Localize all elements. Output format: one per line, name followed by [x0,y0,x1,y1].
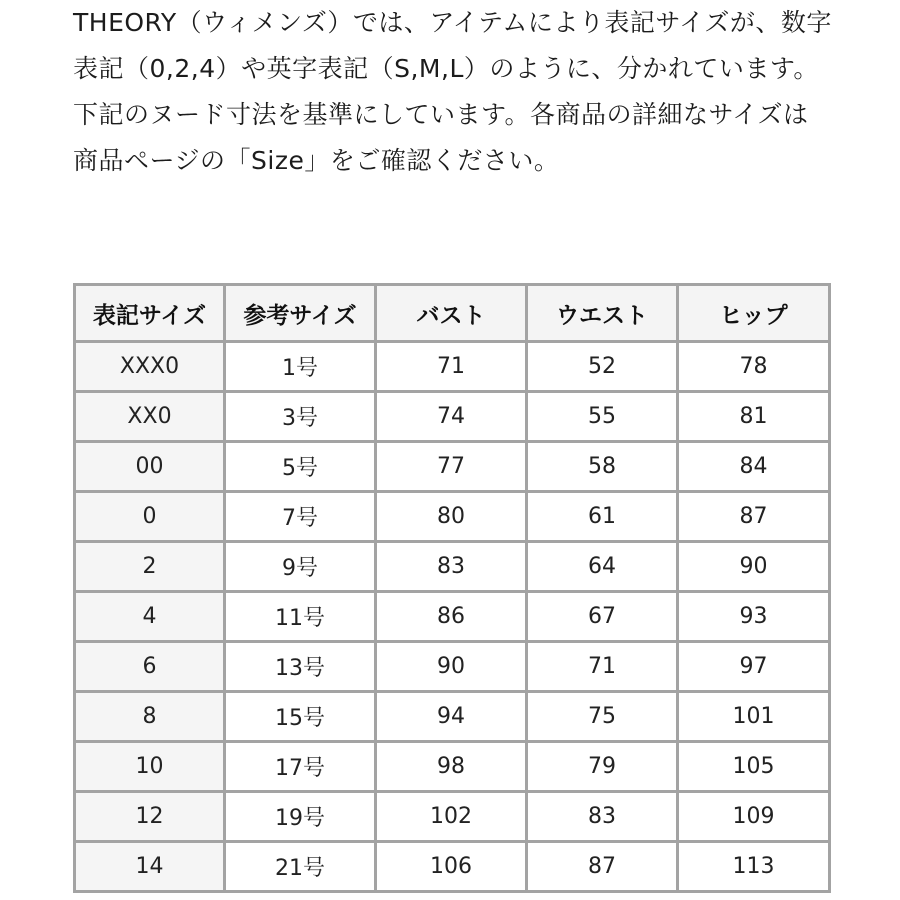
cell-waist: 83 [527,792,678,842]
cell-waist: 58 [527,442,678,492]
cell-hip: 113 [678,842,830,892]
cell-reference-size: 7号 [225,492,376,542]
cell-bust: 80 [376,492,527,542]
cell-waist: 64 [527,542,678,592]
cell-label-size: 12 [75,792,225,842]
table-row [75,542,830,592]
cell-bust: 90 [376,642,527,692]
cell-hip: 81 [678,392,830,442]
table-row [75,392,830,442]
cell-hip: 101 [678,692,830,742]
intro-text [73,0,833,184]
cell-label-size: 00 [75,442,225,492]
cell-reference-size: 21号 [225,842,376,892]
cell-hip: 93 [678,592,830,642]
cell-bust: 74 [376,392,527,442]
cell-label-size: XX0 [75,392,225,442]
cell-label-size: XXX0 [75,342,225,392]
cell-waist: 55 [527,392,678,442]
cell-hip: 84 [678,442,830,492]
cell-label-size: 0 [75,492,225,542]
cell-reference-size: 19号 [225,792,376,842]
cell-bust: 86 [376,592,527,642]
cell-bust: 98 [376,742,527,792]
cell-label-size: 2 [75,542,225,592]
cell-reference-size: 11号 [225,592,376,642]
header-label-size: 表記サイズ [75,285,225,342]
cell-label-size: 10 [75,742,225,792]
intro-paragraph-2: 下記のヌード寸法を基準にしています。各商品の詳細なサイズは商品ページの「Size」をご確認ください。 [73,100,809,175]
header-hip: ヒップ [678,285,830,342]
cell-hip: 87 [678,492,830,542]
table-row [75,492,830,542]
cell-waist: 52 [527,342,678,392]
cell-label-size: 14 [75,842,225,892]
cell-bust: 106 [376,842,527,892]
cell-label-size: 8 [75,692,225,742]
cell-bust: 77 [376,442,527,492]
table-row [75,592,830,642]
cell-bust: 83 [376,542,527,592]
cell-label-size: 6 [75,642,225,692]
cell-reference-size: 17号 [225,742,376,792]
cell-hip: 97 [678,642,830,692]
cell-waist: 67 [527,592,678,642]
table-header-row [75,285,830,342]
cell-reference-size: 1号 [225,342,376,392]
cell-hip: 109 [678,792,830,842]
table-row [75,342,830,392]
cell-hip: 105 [678,742,830,792]
cell-bust: 102 [376,792,527,842]
cell-reference-size: 5号 [225,442,376,492]
cell-waist: 75 [527,692,678,742]
table-row [75,642,830,692]
cell-reference-size: 15号 [225,692,376,742]
header-bust: バスト [376,285,527,342]
header-waist: ウエスト [527,285,678,342]
cell-reference-size: 13号 [225,642,376,692]
cell-reference-size: 9号 [225,542,376,592]
table-row [75,692,830,742]
cell-hip: 78 [678,342,830,392]
table-row [75,842,830,892]
cell-bust: 94 [376,692,527,742]
table-row [75,792,830,842]
cell-bust: 71 [376,342,527,392]
cell-waist: 87 [527,842,678,892]
intro-paragraph-1: THEORY（ウィメンズ）では、アイテムにより表記サイズが、数字表記（0,2,4）や英字表記（S,M,L）のように、分かれています。 [73,8,832,83]
size-chart-table [73,283,831,893]
table-body [75,342,830,892]
cell-waist: 71 [527,642,678,692]
table-row [75,742,830,792]
cell-waist: 79 [527,742,678,792]
cell-label-size: 4 [75,592,225,642]
cell-reference-size: 3号 [225,392,376,442]
table-row [75,442,830,492]
cell-waist: 61 [527,492,678,542]
cell-hip: 90 [678,542,830,592]
header-reference-size: 参考サイズ [225,285,376,342]
